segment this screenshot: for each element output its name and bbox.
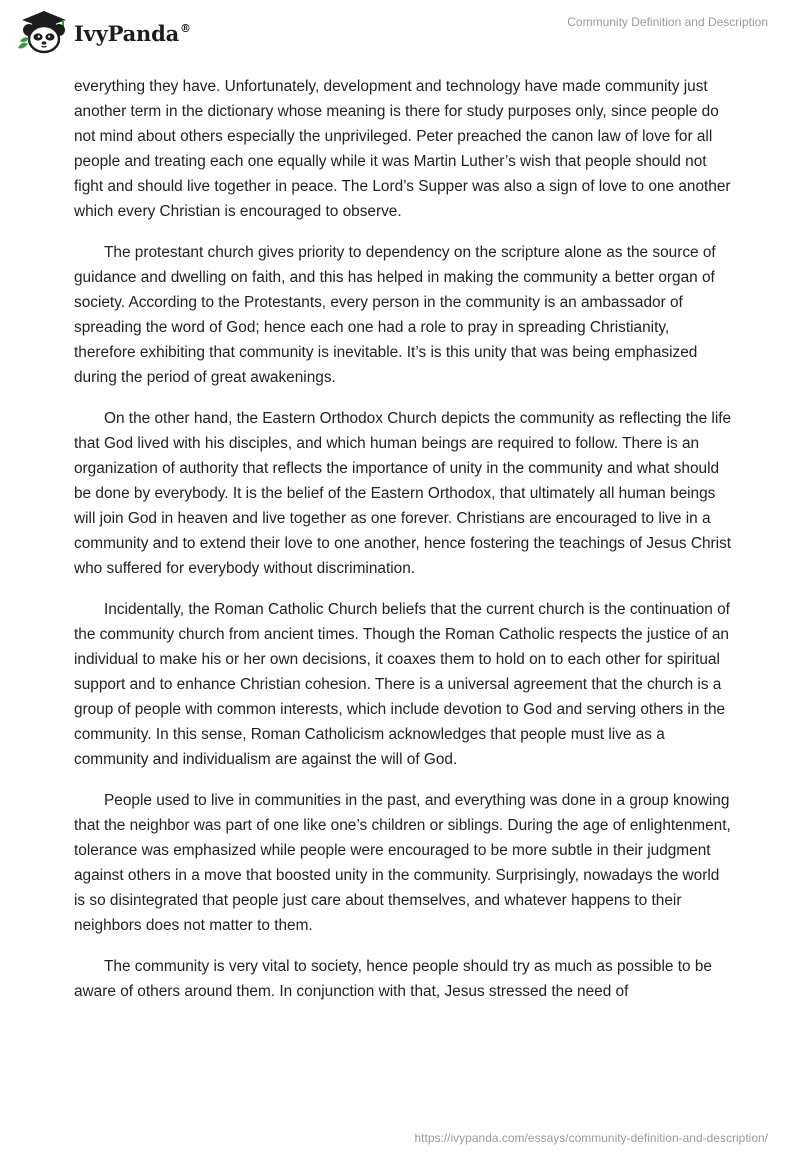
panda-graduate-icon (14, 8, 72, 54)
registered-mark: ® (180, 21, 191, 35)
paragraph-eastern-orthodox: On the other hand, the Eastern Orthodox Church depicts the community as reflecting the life that God lived with his disciples, and which human beings are required to follow. There is an organization of authority that reflects the importance of unity in the community and what should be done by everybody. It is the belief of the Eastern Orthodox, that ultimately all human beings will join God in heaven and live together as one forever. Christians are encouraged to live in a community and to extend their love to one another, hence fostering the teachings of Jesus Christ who suffered for everybody without discrimination. (74, 410, 732, 577)
essay-body (74, 74, 734, 1020)
page-header (0, 0, 800, 60)
ivypanda-logo[interactable] (14, 8, 191, 54)
brand-name: IvyPanda® (74, 20, 191, 46)
source-url[interactable]: https://ivypanda.com/essays/community-definition-and-description/ (414, 1131, 768, 1145)
document-title: Community Definition and Description (567, 15, 768, 29)
paragraph-roman-catholic: Incidentally, the Roman Catholic Church beliefs that the current church is the continuation of the community church from ancient times. Though the Roman Catholic respects the justice of an individual to make his or her own decisions, it coaxes them to hold on to each other for spiritual support and to enhance Christian cohesion. There is a universal agreement that the church is a group of people with common interests, which include devotion to God and serving others in the community. In this sense, Roman Catholicism acknowledges that people must live as a community and individualism are against the will of God. (74, 601, 730, 768)
paragraph-past-communities: People used to live in communities in the past, and everything was done in a group knowing that the neighbor was part of one like one’s children or siblings. During the age of enlightenment, tolerance was emphasized while people were encouraged to be more subtle in their judgment against others in a move that boosted unity in the community. Surprisingly, nowadays the world is so disintegrated that people just care about themselves, and whatever happens to their neighbors does not matter to them. (74, 792, 731, 934)
paragraph-community-vital: The community is very vital to society, hence people should try as much as possible to be aware of others around them. In conjunction with that, Jesus stressed the need of (74, 958, 712, 1000)
paragraph-protestant: The protestant church gives priority to dependency on the scripture alone as the source of guidance and dwelling on faith, and this has helped in making the community a better organ of society. According to the Protestants, every person in the community is an ambassador of spreading the word of God; hence each one had a role to pray in spreading Christianity, therefore exhibiting that community is inevitable. It’s is this unity that was being emphasized during the period of great awakenings. (74, 244, 716, 386)
paragraph-continuation: everything they have. Unfortunately, development and technology have made community just another term in the dictionary whose meaning is there for study purposes only, since people do not mind about others especially the unprivileged. Peter preached the canon law of love for all people and treating each one equally while it was Martin Luther’s wish that people should not fight and should live together in peace. The Lord’s Supper was also a sign of love to one another which every Christian is encouraged to observe. (74, 78, 731, 220)
